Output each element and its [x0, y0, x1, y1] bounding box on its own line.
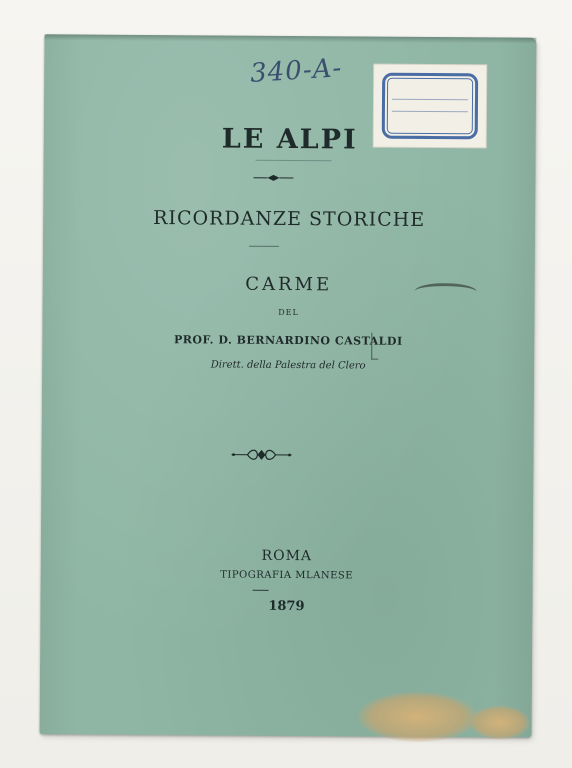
water-stain-corner — [470, 705, 530, 739]
imprint-rule — [253, 590, 269, 591]
handwritten-shelfmark: 340-A- — [249, 53, 344, 89]
center-ornament — [229, 446, 293, 464]
imprint-printer: TIPOGRAFIA MLANESE — [220, 569, 354, 582]
cover-subtitle: RICORDANZE STORICHE — [153, 207, 426, 231]
cover-author: PROF. D. BERNARDINO CASTALDI — [173, 333, 403, 348]
imprint-year: 1879 — [268, 598, 305, 615]
title-underline — [256, 160, 332, 162]
cover-author-role: Dirett. della Palestra del Clero — [210, 359, 366, 372]
pencil-mark — [371, 333, 378, 360]
water-stain-bottom — [358, 691, 478, 742]
title-ornament — [253, 174, 293, 182]
imprint-city: ROMA — [261, 547, 313, 565]
cover-preposition: DEL — [278, 307, 299, 318]
cover-title: LE ALPI — [221, 123, 358, 156]
subtitle-rule — [249, 246, 279, 247]
pamphlet-cover — [40, 34, 537, 737]
paper-crease — [415, 283, 477, 300]
cover-genre: CARME — [245, 273, 333, 296]
